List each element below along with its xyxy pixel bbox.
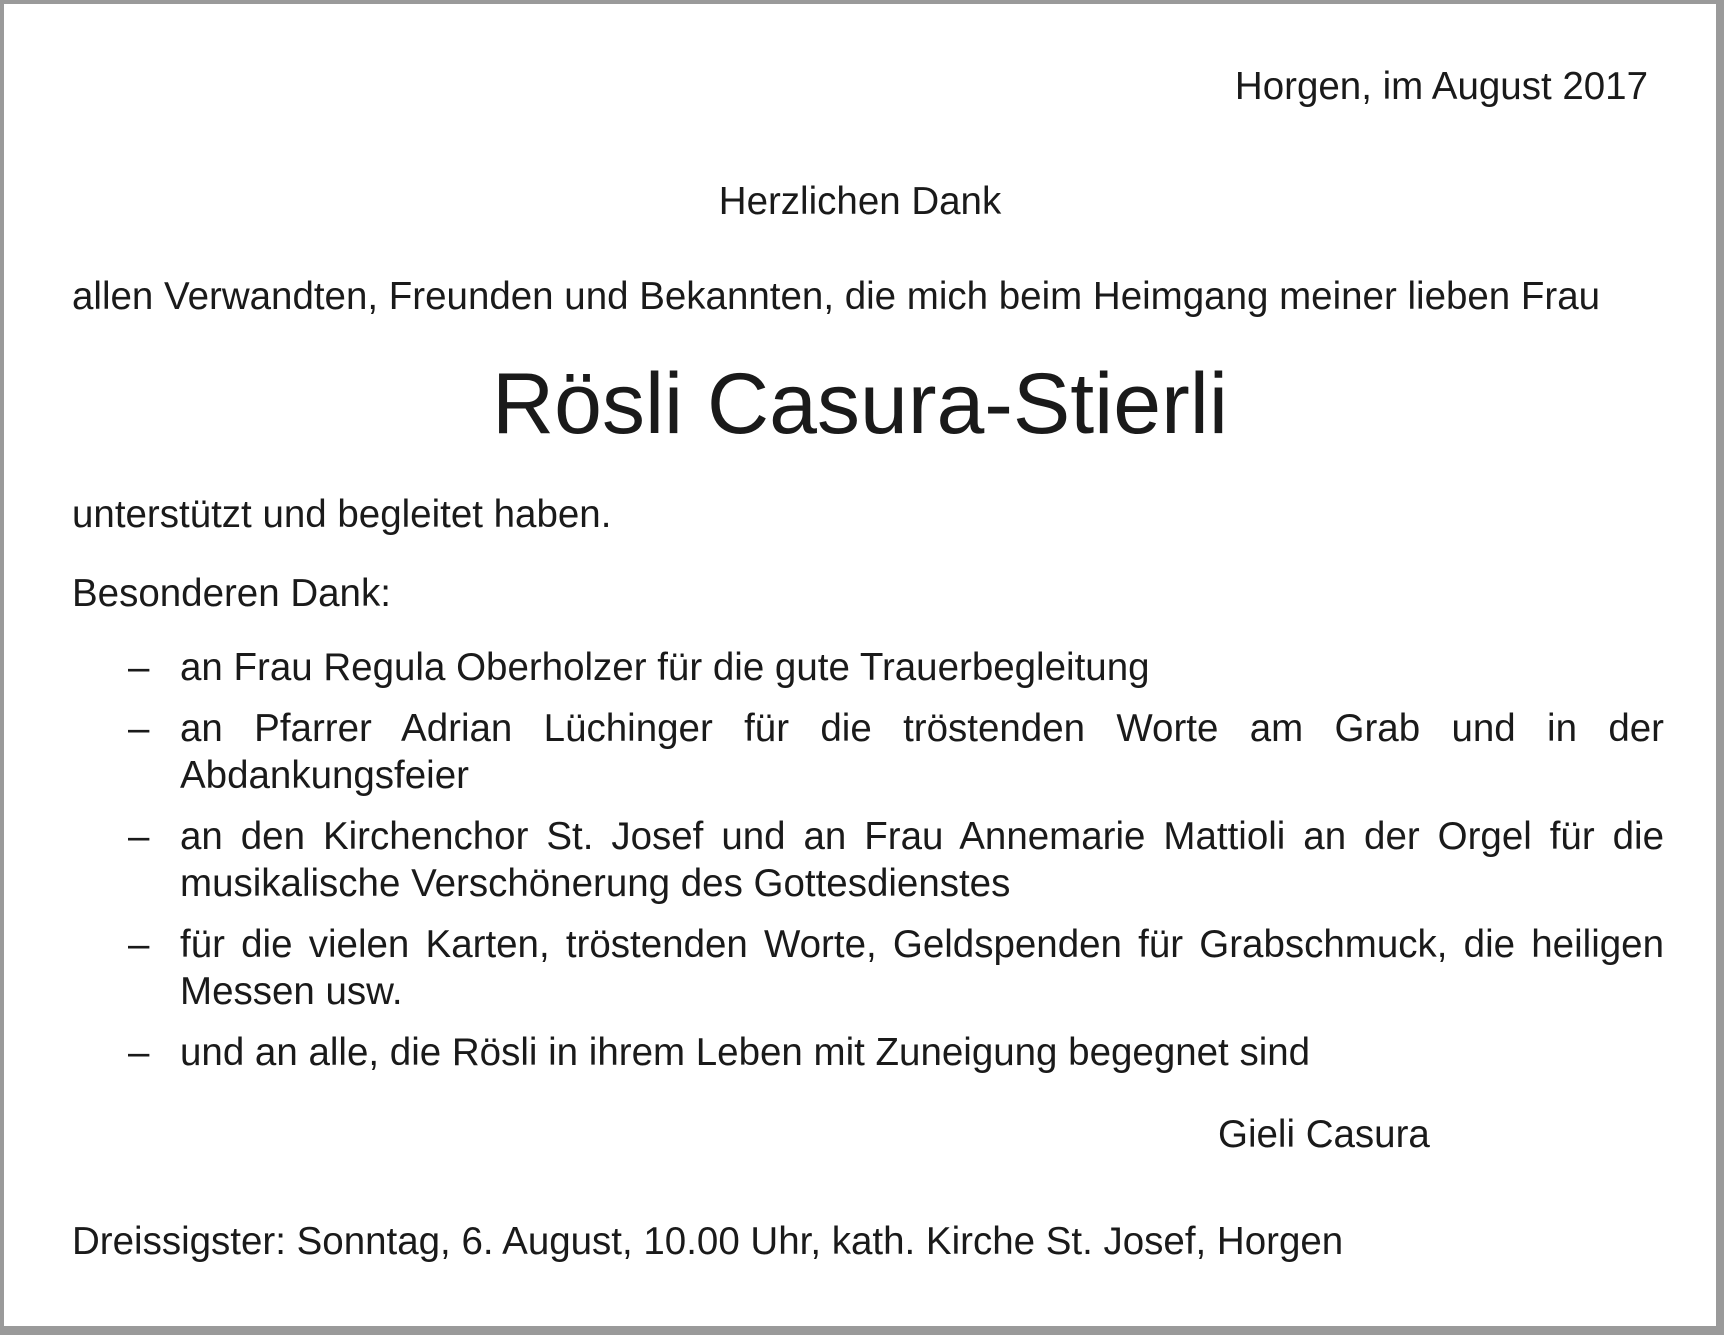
list-item (128, 921, 1664, 1015)
place-date: Horgen, im August 2017 (1234, 65, 1648, 108)
memorial-service-info: Dreissigster: Sonntag, 6. August, 10.00 Uhr, kath. Kirche St. Josef, Horgen (72, 1220, 1344, 1263)
special-thanks-label: Besonderen Dank: (72, 572, 391, 615)
heading: Herzlichen Dank (718, 180, 1002, 223)
list-item (128, 644, 1664, 691)
signature: Gieli Casura (1218, 1113, 1430, 1156)
list-item-text: an Pfarrer Adrian Lüchinger für die tröstenden Worte am Grab und in der Abdankungsfeier (180, 707, 1664, 797)
dash-marker: – (128, 646, 150, 689)
list-item (128, 813, 1664, 907)
intro-text: allen Verwandten, Freunden und Bekannten, die mich beim Heimgang meiner lieben Frau (72, 275, 1601, 318)
closing-text: unterstützt und begleitet haben. (72, 493, 612, 536)
dash-marker: – (128, 707, 150, 750)
dash-marker: – (128, 815, 150, 858)
dash-marker: – (128, 1031, 150, 1074)
list-item-text: an den Kirchenchor St. Josef und an Frau Annemarie Mattioli an der Orgel für die musikalische Verschönerung des Gottesdienstes (180, 815, 1664, 905)
list-item-text: an Frau Regula Oberholzer für die gute Trauerbegleitung (180, 646, 1150, 689)
thanks-list (128, 644, 1664, 1090)
list-item-text: für die vielen Karten, tröstenden Worte, Geldspenden für Grabschmuck, die heiligen Messen usw. (180, 923, 1664, 1013)
dash-marker: – (128, 923, 150, 966)
list-item-text: und an alle, die Rösli in ihrem Leben mit Zuneigung begegnet sind (180, 1031, 1311, 1074)
list-item (128, 1029, 1664, 1076)
deceased-name: Rösli Casura-Stierli (492, 356, 1228, 452)
list-item (128, 705, 1664, 799)
